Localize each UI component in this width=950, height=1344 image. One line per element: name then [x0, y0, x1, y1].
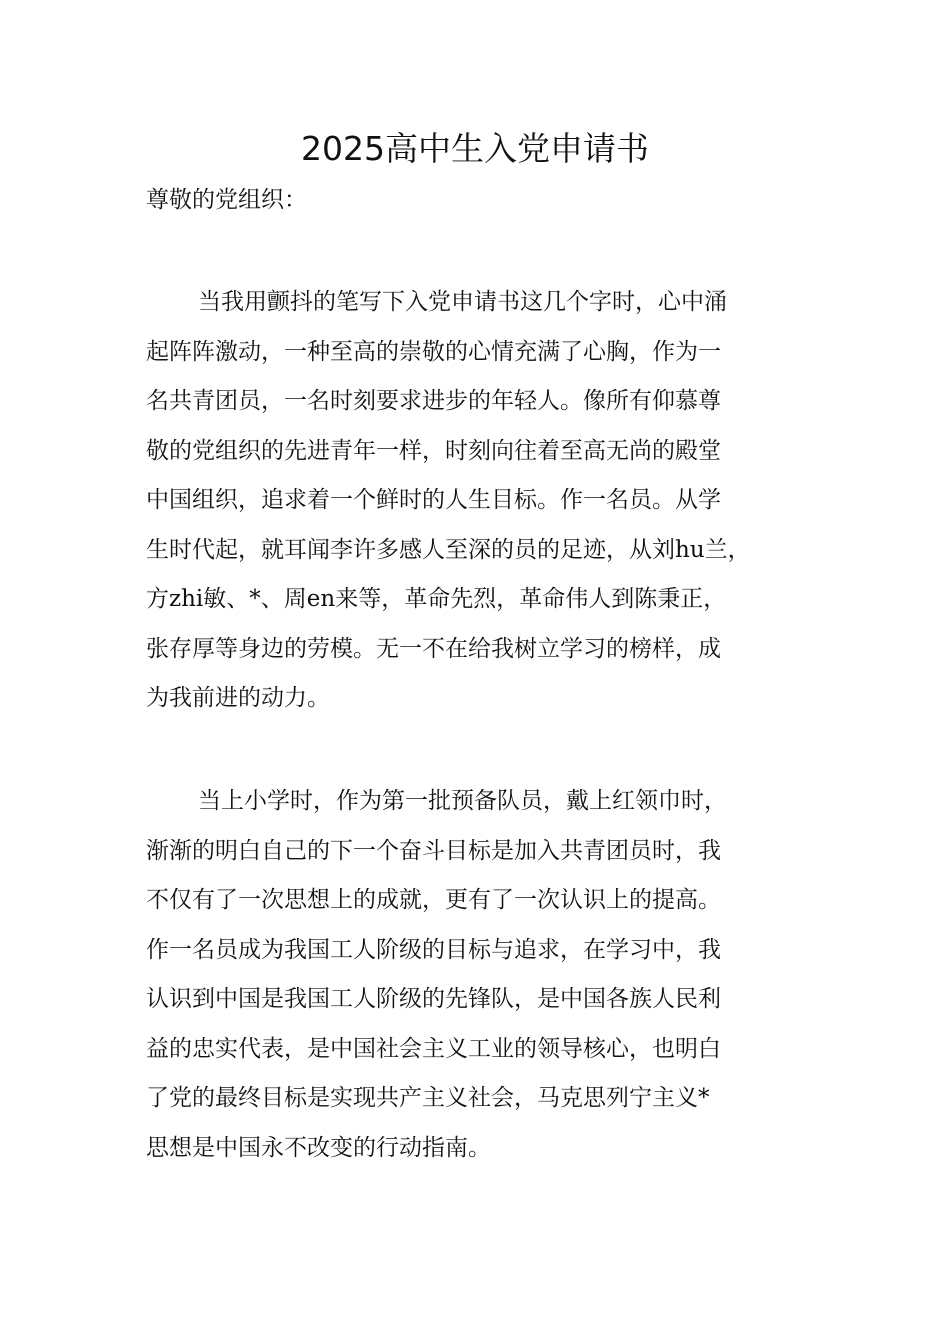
- paragraph-line: 方zhi敏、*、周en来等，革命先烈，革命伟人到陈秉正，: [146, 586, 727, 612]
- paragraph-line: 为我前进的动力。: [146, 685, 330, 711]
- paragraph-line: 名共青团员，一名时刻要求进步的年轻人。像所有仰慕尊: [146, 388, 721, 414]
- paragraph-line: 思想是中国永不改变的行动指南。: [146, 1134, 491, 1161]
- paragraph-line: 敬的党组织的先进青年一样，时刻向往着至高无尚的殿堂: [146, 437, 721, 464]
- paragraph-line: 当上小学时，作为第一批预备队员，戴上红领巾时，: [198, 788, 727, 814]
- paragraph-line: 了党的最终目标是实现共产主义社会，马克思列宁主义*: [146, 1085, 710, 1111]
- paragraph-line: 渐渐的明白自己的下一个奋斗目标是加入共青团员时，我: [146, 837, 721, 864]
- paragraph-line: 中国组织，追求着一个鲜时的人生目标。作一名员。从学: [146, 487, 721, 513]
- paragraph-line: 不仅有了一次思想上的成就，更有了一次认识上的提高。: [146, 887, 721, 913]
- paragraph-line: 张存厚等身边的劳模。无一不在给我树立学习的榜样，成: [146, 635, 721, 662]
- salutation: 尊敬的党组织：: [146, 187, 307, 213]
- paragraph-1: [146, 278, 751, 724]
- paragraph-line: 生时代起，就耳闻李许多感人至深的员的足迹，从刘hu兰，: [146, 536, 751, 563]
- paragraph-line: 益的忠实代表，是中国社会主义工业的领导核心，也明白: [146, 1035, 721, 1062]
- paragraph-line: 作一名员成为我国工人阶级的目标与追求，在学习中，我: [146, 936, 721, 963]
- paragraph-line: 认识到中国是我国工人阶级的先锋队，是中国各族人民利: [146, 986, 721, 1012]
- paragraph-2: [146, 777, 727, 1173]
- paragraph-line: 当我用颤抖的笔写下入党申请书这几个字时，心中涌: [198, 289, 727, 315]
- paragraph-line: 起阵阵激动，一种至高的崇敬的心情充满了心胸，作为一: [146, 338, 721, 365]
- document-title: 2025高中生入党申请书: [301, 129, 649, 168]
